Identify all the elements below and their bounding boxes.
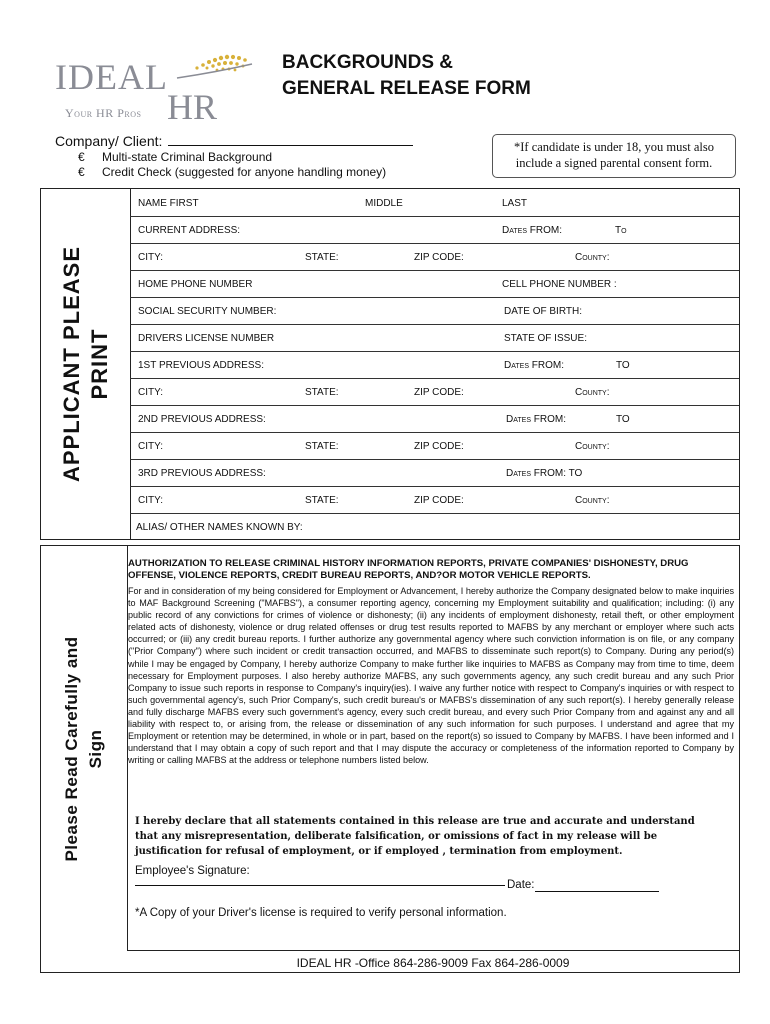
contact-footer xyxy=(127,950,739,974)
label-home-phone: HOME PHONE NUMBER xyxy=(138,279,253,290)
label-to: TO xyxy=(616,360,630,371)
check-option-credit[interactable] xyxy=(78,165,386,180)
label-dates-from: Dates FROM: xyxy=(506,414,566,425)
note-line2: include a signed parental consent form. xyxy=(515,156,713,170)
label-ssn: SOCIAL SECURITY NUMBER: xyxy=(138,306,277,317)
label-prev-address-1: 1ST PREVIOUS ADDRESS: xyxy=(138,360,264,371)
row-name[interactable] xyxy=(130,189,739,217)
note-line1: *If candidate is under 18, you must also xyxy=(514,140,714,154)
label-dates-from-to: Dates FROM: TO xyxy=(506,468,583,479)
label-zip: ZIP CODE: xyxy=(414,252,464,263)
label-name-middle: MIDDLE xyxy=(365,198,403,209)
check-options xyxy=(78,150,386,180)
logo-word-hr: HR xyxy=(167,87,218,127)
row-phones[interactable] xyxy=(130,270,739,298)
label-cell-phone: CELL PHONE NUMBER : xyxy=(502,279,617,290)
label-city: CITY: xyxy=(138,252,164,263)
row-ssn[interactable] xyxy=(130,297,739,325)
authorization-side-label xyxy=(41,546,128,951)
label-dates-from: Dates FROM: xyxy=(504,360,564,371)
under-18-note xyxy=(492,134,736,178)
label-state: STATE: xyxy=(305,252,339,263)
company-client-field[interactable] xyxy=(55,133,413,149)
label-county: County: xyxy=(575,495,610,506)
label-county: County: xyxy=(575,387,610,398)
row-city-2[interactable] xyxy=(130,378,739,406)
row-prev-address-2[interactable] xyxy=(130,405,739,433)
label-zip: ZIP CODE: xyxy=(414,441,464,452)
label-zip: ZIP CODE: xyxy=(414,495,464,506)
authorization-side-line2: Sign xyxy=(86,729,105,768)
authorization-side-line1: Please Read Carefully and xyxy=(62,635,81,862)
label-state: STATE: xyxy=(305,495,339,506)
label-county: County: xyxy=(575,441,610,452)
check-option-criminal[interactable] xyxy=(78,150,386,165)
row-current-address[interactable] xyxy=(130,216,739,244)
label-prev-address-3: 3RD PREVIOUS ADDRESS: xyxy=(138,468,266,479)
checkbox-icon[interactable]: € xyxy=(78,150,85,164)
checkbox-icon[interactable]: € xyxy=(78,165,85,179)
applicant-side-line2: PRINT xyxy=(86,328,112,400)
signature-label: Employee's Signature: xyxy=(135,865,250,877)
footer-text: IDEAL HR -Office 864-286-9009 Fax 864-286-0009 xyxy=(296,956,570,970)
form-title-line2: GENERAL RELEASE FORM xyxy=(282,78,531,99)
row-city-4[interactable] xyxy=(130,486,739,514)
label-city: CITY: xyxy=(138,495,164,506)
label-city: CITY: xyxy=(138,387,164,398)
row-alias[interactable] xyxy=(130,513,739,540)
label-to: To xyxy=(615,225,627,236)
label-dob: DATE OF BIRTH: xyxy=(504,306,582,317)
check-option-label: Credit Check (suggested for anyone handling money) xyxy=(102,165,387,179)
label-state: STATE: xyxy=(305,441,339,452)
applicant-side-line1: APPLICANT PLEASE xyxy=(58,245,84,483)
date-label: Date: xyxy=(507,879,535,891)
label-current-address: CURRENT ADDRESS: xyxy=(138,225,241,236)
company-client-label: Company/ Client: xyxy=(55,133,163,149)
signature-line[interactable] xyxy=(135,885,505,886)
date-line[interactable] xyxy=(535,891,659,892)
label-license: DRIVERS LICENSE NUMBER xyxy=(138,333,275,344)
row-prev-address-1[interactable] xyxy=(130,351,739,379)
label-prev-address-2: 2ND PREVIOUS ADDRESS: xyxy=(138,414,266,425)
label-city: CITY: xyxy=(138,441,164,452)
label-dates-from: Dates FROM: xyxy=(502,225,562,236)
label-state-issue: STATE OF ISSUE: xyxy=(504,333,587,344)
logo-swoosh-icon xyxy=(167,48,267,88)
logo-tagline: Your HR Pros xyxy=(65,106,142,120)
company-logo xyxy=(55,48,235,128)
label-state: STATE: xyxy=(305,387,339,398)
applicant-section xyxy=(40,188,740,540)
row-license[interactable] xyxy=(130,324,739,352)
authorization-section xyxy=(40,545,740,973)
label-county: County: xyxy=(575,252,610,263)
label-alias: ALIAS/ OTHER NAMES KNOWN BY: xyxy=(136,522,303,533)
license-copy-note: *A Copy of your Driver's license is required to verify personal information. xyxy=(135,907,507,919)
form-title xyxy=(282,50,531,102)
label-name-last: LAST xyxy=(502,198,528,209)
authorization-heading: AUTHORIZATION TO RELEASE CRIMINAL HISTORY INFORMATION REPORTS, PRIVATE COMPANIES' DISHONESTY, DRUG OFFENSE, VIOLENCE REPORTS, CREDIT BUREAU REPORTS, AND?OR MOTOR VEHICLE REPORTS. xyxy=(128,558,689,581)
row-city-3[interactable] xyxy=(130,432,739,460)
declaration-text: I hereby declare that all statements contained in this release are true and accurate and understand that any misrepresentation, deliberate falsification, or omissions of fact in my release will be justification for refusal of employment, or if employed , termination from employment. xyxy=(135,816,695,857)
authorization-body: For and in consideration of my being considered for Employment or Advancement, I hereby authorize the Company designated below to make inquiries to MAF Background Screening ("MAFBS"), a consumer reporting agency, concerning my Employment suitability and qualification; including: (i) any public record of any convictions for crimes of violence or dishonesty; (ii) any incidents of employment dishonesty, retail theft, or other employment related acts of dishonesty, violence or drug related offenses or drug test results reported to MAFBS by any merchant or employer where such acts occurred; or (iii) any credit bureau reports. I further authorize any governmental agency where such conviction information is on file, or any company ("Prior Company") where such incident or credit transaction occurred, and MAFBS to disseminate such report(s) to Company. During any period(s) while I may be engaged by Company, I hereby authorize Company to make further like inquiries to MAFBS as Company may from time to time, deem necessary for Employment purposes. I also hereby authorize MAFBS, any such governments agency, any such credit bureau and any such Prior Company to issue such reports in response to Company's inquiry(ies). I waive any further notice with respect to Company's inquiries or with respect to such governmental agency's, such Prior Company's, such credit bureau's or MAFBS's dissemination of any such report(s). I hereby generally release and fully discharge MAFBS every such government's agency, every such credit bureau, and every such Prior Company from and against any and all liability with respect to, or arising from, the release or dissemination of any such information for such purposes. I understand and agree that my Employment or retention may be determined, in whole or in part, based on the report(s) so issued to Company by MAFBS. I have been informed and I understand that I may obtain a copy of such report and that I may dispute the accuracy or completeness of the information reported to Company by writing or calling MAFBS at the address or telephone numbers listed below. xyxy=(128,586,734,766)
check-option-label: Multi-state Criminal Background xyxy=(102,150,273,164)
applicant-side-label xyxy=(41,189,131,539)
row-prev-address-3[interactable] xyxy=(130,459,739,487)
logo-word-ideal: IDEAL xyxy=(55,57,168,97)
label-zip: ZIP CODE: xyxy=(414,387,464,398)
row-city-1[interactable] xyxy=(130,243,739,271)
form-title-line1: BACKGROUNDS & xyxy=(282,52,453,73)
label-name-first: NAME FIRST xyxy=(138,198,199,209)
label-to: TO xyxy=(616,414,630,425)
company-client-line[interactable] xyxy=(168,133,413,146)
